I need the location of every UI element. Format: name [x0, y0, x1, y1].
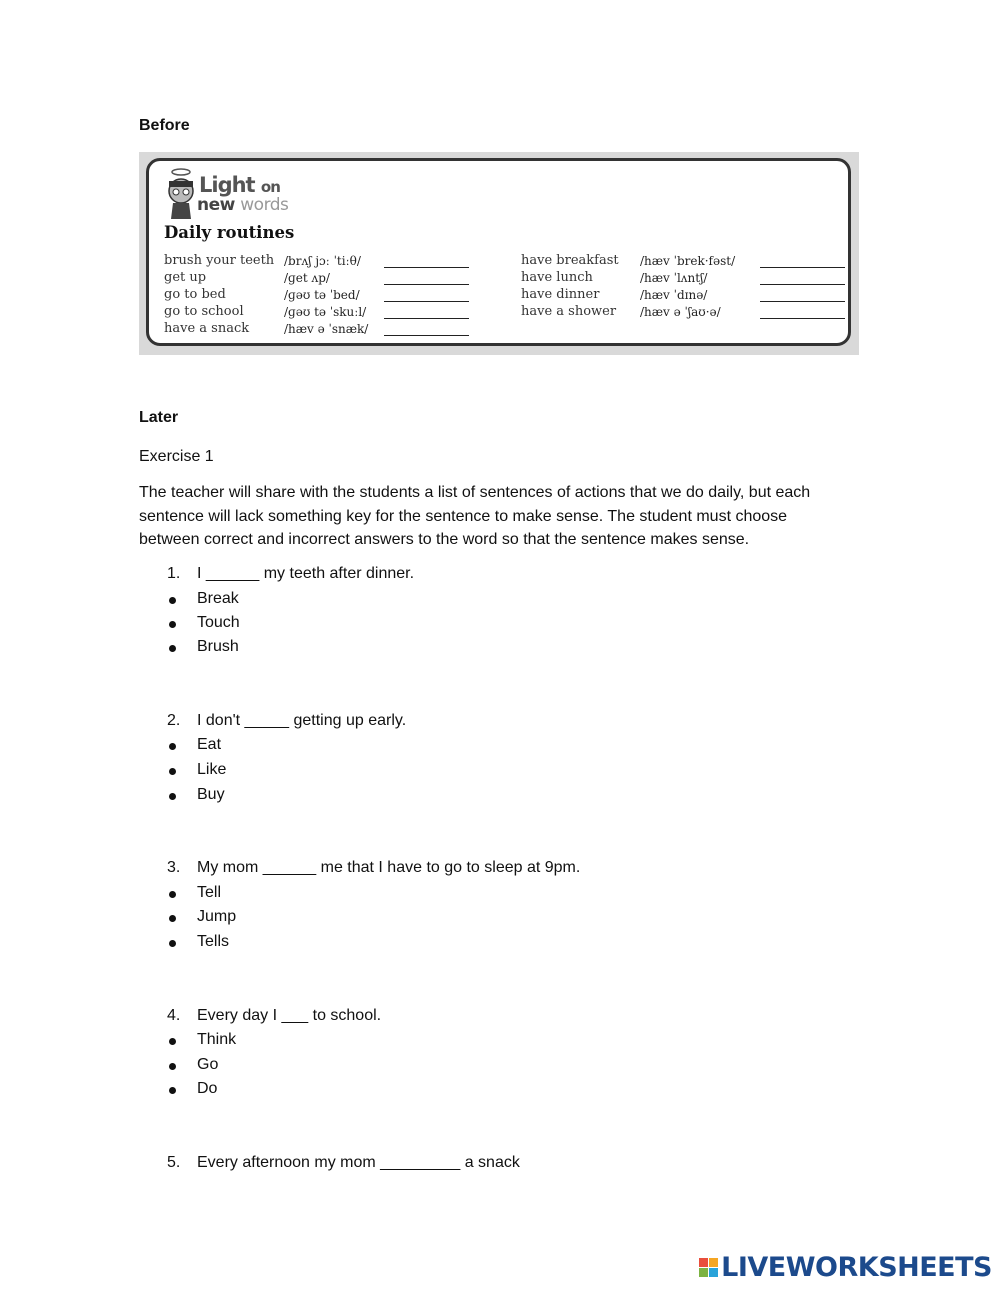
logo-block [709, 1268, 718, 1277]
vocab-phonetic: /hæv ˈlʌntʃ/ [640, 271, 708, 285]
instructions-line: The teacher will share with the students a list of sentences of actions that we do daily, but each [139, 484, 811, 501]
question-number: 1. [167, 565, 181, 582]
vocab-word: have lunch [521, 270, 593, 285]
logo-block [709, 1258, 718, 1267]
logo-blocks-icon [699, 1258, 718, 1277]
answer-blank[interactable] [384, 335, 469, 336]
bullet-icon [169, 645, 176, 652]
instructions-line: between correct and incorrect answers to the word so that the sentence makes sense. [139, 531, 750, 548]
vocab-word: have breakfast [521, 253, 619, 268]
vocabulary-panel [146, 158, 851, 346]
vocab-word: have a shower [521, 304, 617, 319]
later-heading: Later [139, 409, 179, 426]
answer-blank[interactable] [760, 284, 845, 285]
question-text: Every day I ___ to school. [197, 1007, 382, 1024]
answer-blank[interactable] [760, 267, 845, 268]
answer-option[interactable]: Think [197, 1031, 237, 1048]
vocab-word: go to bed [164, 287, 226, 302]
vocab-phonetic: /hæv ˈdɪnə/ [640, 288, 708, 302]
answer-blank[interactable] [384, 284, 469, 285]
question-text: I ______ my teeth after dinner. [197, 565, 415, 582]
bullet-icon [169, 743, 176, 750]
brand-name: LIVEWORKSHEETS [721, 1252, 992, 1283]
vocab-phonetic: /hæv ə ˈʃaʊ·ə/ [640, 305, 721, 319]
answer-option[interactable]: Tell [197, 884, 222, 901]
question-number: 4. [167, 1007, 181, 1024]
vocab-word: brush your teeth [164, 253, 275, 268]
answer-option[interactable]: Buy [197, 786, 225, 803]
vocab-phonetic: /brʌʃ jɔː ˈtiːθ/ [284, 254, 361, 268]
vocab-word: have a snack [164, 321, 250, 336]
bullet-icon [169, 768, 176, 775]
vocab-word: get up [164, 270, 207, 285]
answer-blank[interactable] [384, 301, 469, 302]
vocab-phonetic: /ɡəʊ tə ˈskuːl/ [284, 305, 367, 319]
vocab-word: have dinner [521, 287, 600, 302]
before-heading: Before [139, 117, 190, 134]
vocab-phonetic: /hæv ˈbrek·fəst/ [640, 254, 736, 268]
bullet-icon [169, 891, 176, 898]
answer-option[interactable]: Do [197, 1080, 218, 1097]
bullet-icon [169, 597, 176, 604]
answer-option[interactable]: Tells [197, 933, 230, 950]
answer-blank[interactable] [384, 318, 469, 319]
question-text: Every afternoon my mom _________ a snack [197, 1154, 520, 1171]
vocab-word: go to school [164, 304, 244, 319]
bullet-icon [169, 1038, 176, 1045]
bullet-icon [169, 621, 176, 628]
answer-option[interactable]: Break [197, 590, 239, 607]
question-number: 5. [167, 1154, 181, 1171]
bullet-icon [169, 1063, 176, 1070]
exercise-title: Exercise 1 [139, 448, 214, 465]
instructions [139, 481, 859, 552]
mascot-icon [161, 165, 201, 221]
liveworksheets-logo [699, 1252, 992, 1283]
vocab-phonetic: /ɡet ʌp/ [284, 271, 330, 285]
answer-blank[interactable] [384, 267, 469, 268]
bullet-icon [169, 1087, 176, 1094]
vocabulary-box [139, 152, 859, 355]
instructions-line: sentence will lack something key for the sentence to make sense. The student must choose [139, 507, 788, 525]
answer-option[interactable]: Go [197, 1056, 219, 1073]
bullet-icon [169, 915, 176, 922]
bullet-icon [169, 793, 176, 800]
answer-blank[interactable] [760, 301, 845, 302]
answer-blank[interactable] [760, 318, 845, 319]
answer-option[interactable]: Brush [197, 638, 239, 655]
answer-option[interactable]: Like [197, 761, 227, 778]
logo-text-new-words: new words [197, 195, 289, 215]
bullet-icon [169, 940, 176, 947]
logo-block [699, 1258, 708, 1267]
logo-text-light: Light on [199, 173, 280, 197]
answer-option[interactable]: Eat [197, 736, 222, 753]
logo-block [699, 1268, 708, 1277]
question-number: 2. [167, 712, 181, 729]
question-text: My mom ______ me that I have to go to sleep at 9pm. [197, 859, 581, 876]
vocab-phonetic: /ɡəʊ tə ˈbed/ [284, 288, 360, 302]
answer-option[interactable]: Touch [197, 614, 240, 631]
question-text: I don't _____ getting up early. [197, 712, 407, 729]
answer-option[interactable]: Jump [197, 908, 237, 925]
question-number: 3. [167, 859, 181, 876]
vocab-phonetic: /hæv ə ˈsnæk/ [284, 322, 369, 336]
vocabulary-title: Daily routines [164, 223, 295, 242]
